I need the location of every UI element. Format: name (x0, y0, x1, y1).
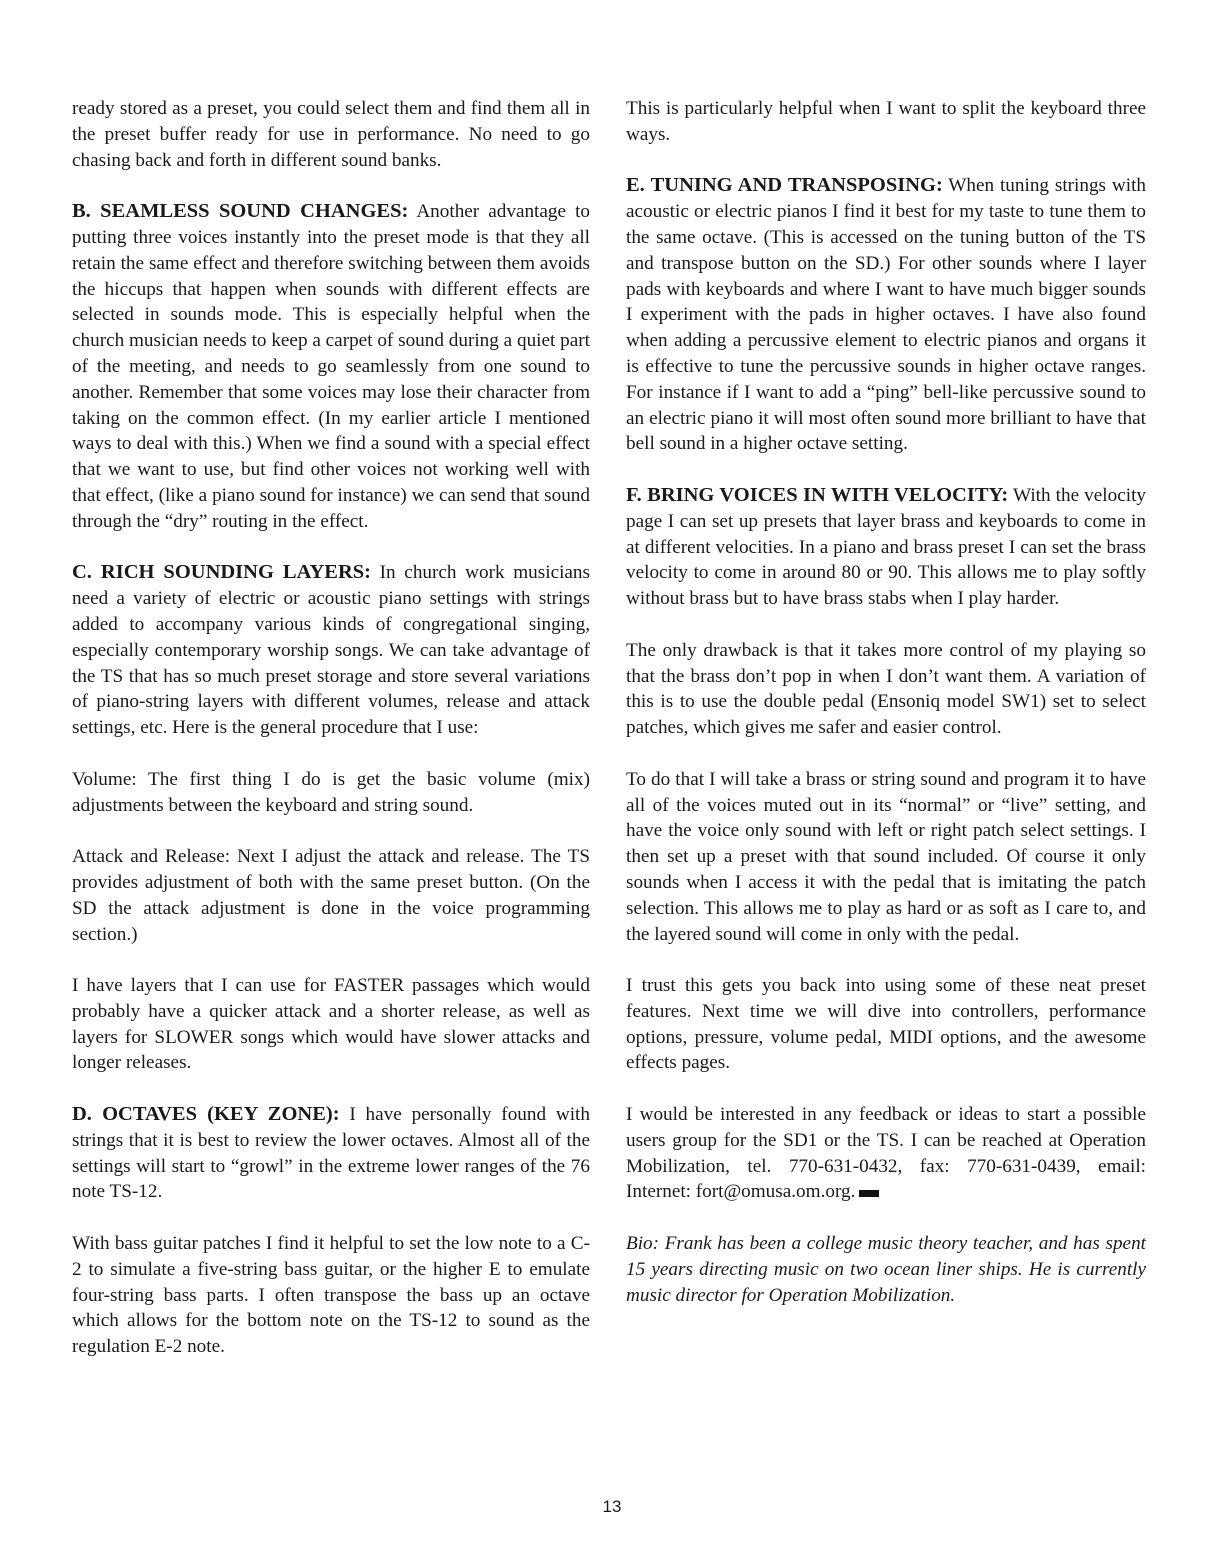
paragraph-contact (626, 1102, 1146, 1205)
paragraph (72, 973, 590, 1076)
page-number: 13 (602, 1497, 622, 1516)
section-heading: F. BRING VOICES IN WITH VELOCITY: (626, 483, 1009, 506)
paragraph-text: Another advantage to putting three voices instantly into the preset mode is that they all retain the same effect and therefore switching between them avoids the hiccups that happen when sounds with different effects are selected in sounds mode. This is especially helpful when the church musician needs to keep a carpet of sound during a quiet part of the meeting, and needs to go seamlessly from one sound to another. Remember that some voices may lose their character from taking on the common effect. (In my earlier article I mentioned ways to deal with this.) When we find a sound with a special effect that we want to use, but find other voices not working well with that effect, (like a piano sound for instance) we can send that sound through the “dry” routing in the effect. (72, 201, 591, 532)
paragraph (72, 844, 590, 947)
paragraph-text: I trust this gets you back into using some of these neat preset features. Next time we will dive into controllers, performance options, pressure, volume pedal, MIDI options, and the awesome effects pages. (626, 975, 1146, 1074)
paragraph-text: Volume: The first thing I do is get the basic volume (mix) adjustments between the keyboard and string sound. (72, 768, 590, 816)
paragraph-text: In church work musicians need a variety of electric or acoustic piano settings with strings added to accompany various kinds of congregational singing, especially contemporary worship songs. We can take advantage of the TS that has so much preset storage and store several variations of piano-string layers with different volumes, release and attack settings, etc. Here is the general procedure that I use: (72, 562, 590, 739)
paragraph-tuning-transposing (626, 173, 1146, 457)
paragraph (72, 1231, 590, 1360)
author-bio: Bio: Frank has been a college music theory teacher, and has spent 15 years directing music on two ocean liner ships. He is currently music director for Operation Mobilization. (626, 1233, 1146, 1306)
paragraph-text: To do that I will take a brass or string sound and program it to have all of the voices muted out in its “normal” or “live” setting, and have the voice only sound with left or right patch select settings. I then set up a preset with that sound included. Of course it only sounds when I access it with the pedal that is imitating the patch selection. This allows me to play as hard or as soft as I care to, and the layered sound will come in only with the pedal. (626, 768, 1146, 945)
paragraph (626, 973, 1146, 1076)
paragraph (626, 96, 1146, 148)
paragraph-velocity (626, 483, 1146, 612)
paragraph-text: When tuning strings with acoustic or electric pianos I find it best for my taste to tune them to the same octave. (This is accessed on the tuning button of the TS and transpose button on the SD.) For other sounds where I layer pads with keyboards and where I want to have much bigger sounds I experiment with the pads in higher octaves. I have also found when adding a percussive element to electric pianos and organs it is effective to tune the percussive sounds in higher octave ranges. For instance if I want to add a “ping” bell-like percussive sound to an electric piano it will most often sound more brilliant to have that bell sound in a higher octave setting. (626, 175, 1146, 455)
right-column (626, 96, 1146, 1334)
paragraph-text: I would be interested in any feedback or ideas to start a possible users group for the SD1 or the TS. I can be reached at Operation Mobilization, tel. 770-631-0432, fax: 770-631-0439, email: Internet: fort@omusa.om.org. (626, 1104, 1146, 1203)
left-column (72, 96, 590, 1386)
section-heading: D. OCTAVES (KEY ZONE): (72, 1103, 340, 1126)
paragraph-text: Attack and Release: Next I adjust the attack and release. The TS provides adjustment of both with the same preset button. (On the SD the attack adjustment is done in the voice programming section.) (72, 846, 590, 945)
paragraph-octaves (72, 1102, 590, 1205)
paragraph-text: I have personally found with strings that it is best to review the lower octaves. Almost all of the settings will start to “growl” in the extreme lower ranges of the 76 note TS-12. (72, 1104, 590, 1203)
paragraph-text: I have layers that I can use for FASTER passages which would probably have a quicker attack and a shorter release, as well as layers for SLOWER songs which would have slower attacks and longer releases. (72, 975, 590, 1074)
end-mark-icon (859, 1190, 879, 1197)
paragraph (626, 767, 1146, 948)
paragraph (626, 638, 1146, 741)
paragraph-text: With the velocity page I can set up presets that layer brass and keyboards to come in at different velocities. In a piano and brass preset I can set the brass velocity to come in around 80 or 90. This allows me to play softly without brass but to have brass stabs when I play harder. (626, 484, 1146, 610)
paragraph-rich-sounding-layers (72, 560, 590, 741)
paragraph (72, 767, 590, 819)
paragraph-text: ready stored as a preset, you could select them and find them all in the preset buffer ready for use in performance. No need to go chasing back and forth in different sound banks. (72, 98, 590, 171)
paragraph-text: With bass guitar patches I find it helpful to set the low note to a C-2 to simulate a five-string bass guitar, or the higher E to emulate four-string bass parts. I often transpose the bass up an octave which allows for the bottom note on the TS-12 to sound as the regulation E-2 note. (72, 1233, 590, 1358)
paragraph-text: The only drawback is that it takes more control of my playing so that the brass don’t pop in when I don’t want them. A variation of this is to use the double pedal (Ensoniq model SW1) set to select patches, which gives me safer and easier control. (626, 639, 1146, 739)
section-heading: E. TUNING AND TRANSPOSING: (626, 174, 943, 197)
paragraph (72, 96, 590, 173)
paragraph-seamless-sound-changes (72, 199, 590, 534)
section-heading: B. SEAMLESS SOUND CHANGES: (72, 200, 409, 223)
section-heading: C. RICH SOUNDING LAYERS: (72, 561, 372, 584)
paragraph-text: This is particularly helpful when I want to split the keyboard three ways. (626, 98, 1146, 145)
